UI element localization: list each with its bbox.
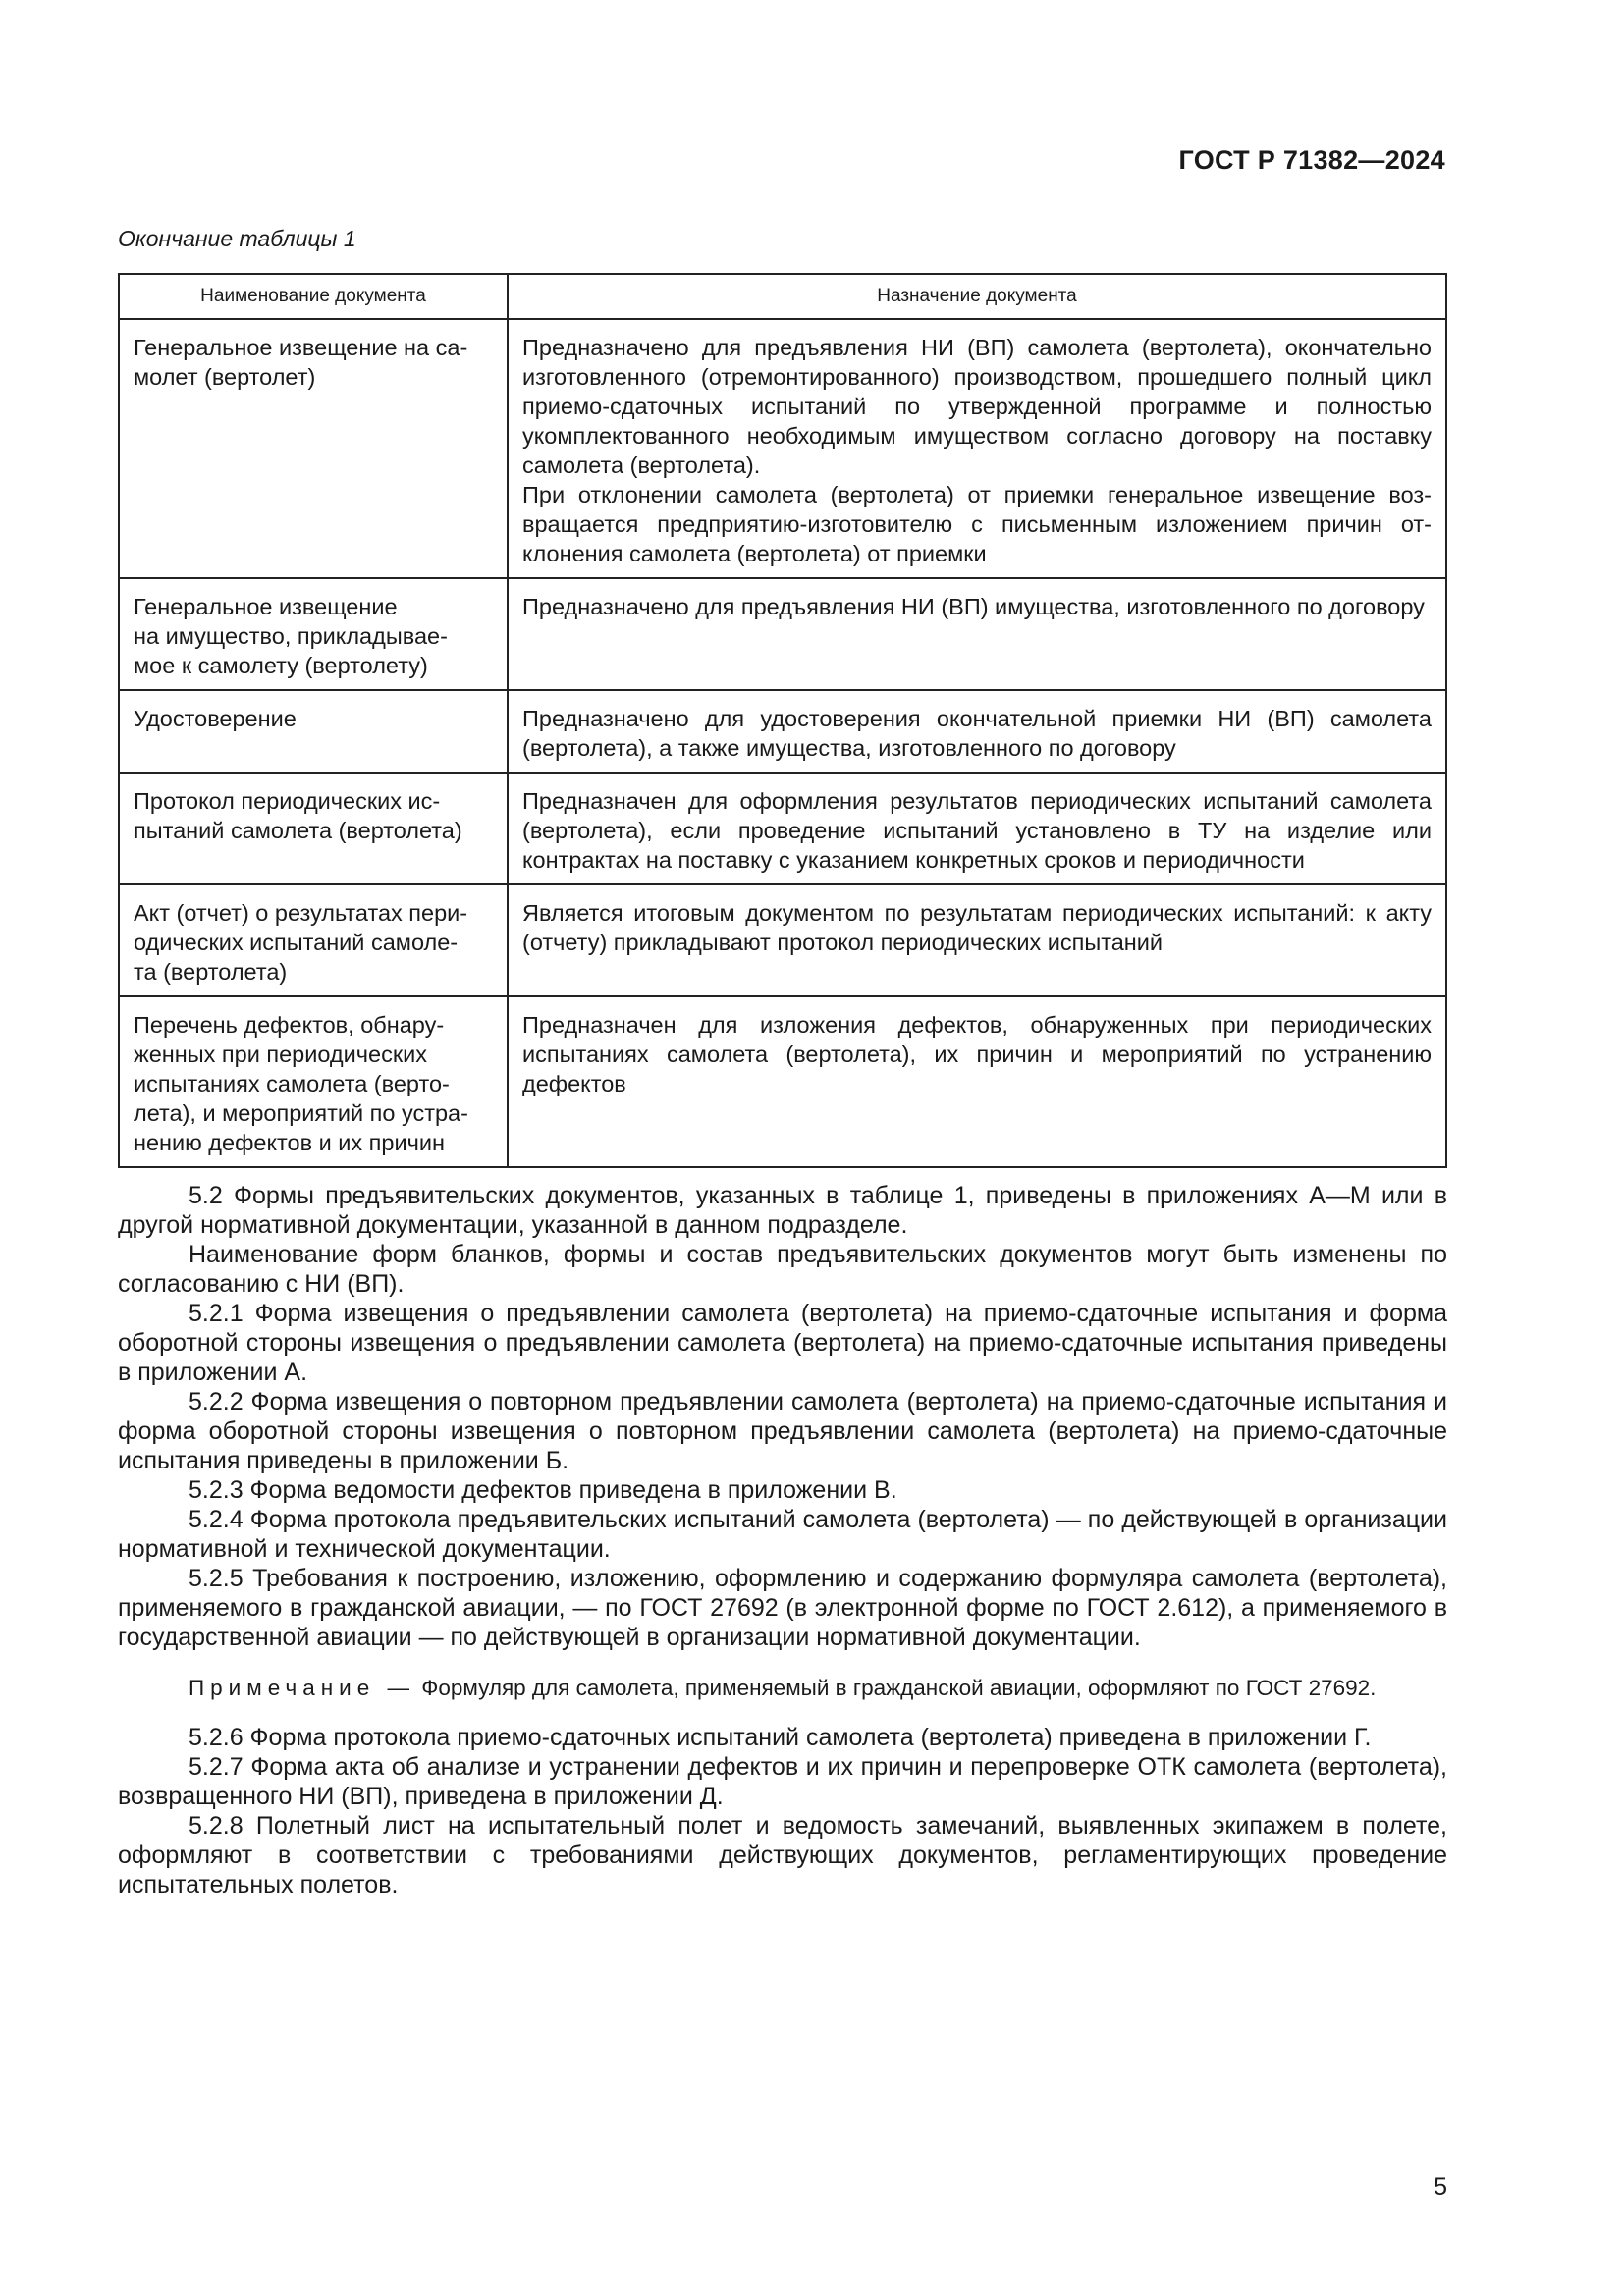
table-row — [119, 773, 1446, 884]
cell-document-name: Перечень дефектов, обнару- женных при периодических испытаниях самолета (верто- лета), и мероприятий по устра- нению дефектов и их причин — [119, 996, 508, 1167]
document-code: ГОСТ Р 71382—2024 — [1178, 145, 1445, 175]
cell-document-name: Генеральное извещение на имущество, прикладывае- мое к самолету (вертолету) — [119, 578, 508, 690]
purpose-paragraph: При отклонении самолета (вертолета) от приемки генеральное извещение возвращается предприятию-изготовителю с письменным изложением причин отклонения самолета (вертолета) от приемки — [522, 482, 1432, 566]
cell-document-purpose — [508, 319, 1446, 578]
paragraph-5-2-4: 5.2.4 Форма протокола предъявительских испытаний самолета (вертолета) — по действующей в организации нормативной и технической документации. — [118, 1506, 1447, 1563]
purpose-paragraph: Предназначено для предъявления НИ (ВП) самолета (вертолета), окончательно изготовленного (отремонтированного) производством, прошедшего полный цикл приемо-сдаточных испытаний по утвержденной программе и полностью укомплектованного необходимым имуществом согласно договору на поставку самолета (вертолета). — [522, 335, 1432, 478]
table-row — [119, 996, 1446, 1167]
table-row — [119, 319, 1446, 578]
paragraph-5-2-1: 5.2.1 Форма извещения о предъявлении самолета (вертолета) на приемо-сдаточные испытания и форма оборотной стороны извещения о предъявлении самолета (вертолета) на приемо-сдаточные испытания приведены в приложении А. — [118, 1300, 1447, 1386]
table-row — [119, 884, 1446, 996]
paragraph-5-2-8: 5.2.8 Полетный лист на испытательный полет и ведомость замечаний, выявленных экипажем в полете, оформляют в соответствии с требованиями действующих документов, регламентирующих проведение испытательных полетов. — [118, 1812, 1447, 1898]
table-row — [119, 690, 1446, 773]
paragraph-5-2: 5.2 Формы предъявительских документов, указанных в таблице 1, приведены в приложениях А—М или в другой нормативной документации, указанной в данном подразделе. — [118, 1182, 1447, 1239]
note — [118, 1674, 1447, 1703]
cell-document-purpose: Предназначено для удостоверения окончательной приемки НИ (ВП) самолета (вертолета), а также имущества, изготовленного по договору — [508, 690, 1446, 773]
cell-document-purpose: Предназначено для предъявления НИ (ВП) имущества, изготовленного по договору — [508, 578, 1446, 690]
body-text — [118, 1181, 1447, 1899]
cell-document-name: Удостоверение — [119, 690, 508, 773]
note-text: Формуляр для самолета, применяемый в гражданской авиации, оформляют по ГОСТ 27692. — [414, 1676, 1377, 1700]
paragraph: Наименование форм бланков, формы и состав предъявительских документов могут быть изменены по согласованию с НИ (ВП). — [118, 1241, 1447, 1298]
cell-document-name: Генеральное извещение на са- молет (вертолет) — [119, 319, 508, 578]
paragraph-5-2-3: 5.2.3 Форма ведомости дефектов приведена в приложении В. — [189, 1476, 897, 1504]
paragraph-5-2-6: 5.2.6 Форма протокола приемо-сдаточных испытаний самолета (вертолета) приведена в приложении Г. — [189, 1724, 1372, 1751]
cell-document-name: Протокол периодических ис- пытаний самолета (вертолета) — [119, 773, 508, 884]
cell-document-purpose: Является итоговым документом по результатам периодических испытаний: к акту (отчету) прикладывают протокол периодических испытаний — [508, 884, 1446, 996]
paragraph-5-2-7: 5.2.7 Форма акта об анализе и устранении дефектов и их причин и перепроверке ОТК самолета (вертолета), возвращенного НИ (ВП), приведена в приложении Д. — [118, 1753, 1447, 1810]
documents-table — [118, 273, 1447, 1168]
column-header-name: Наименование документа — [119, 274, 508, 319]
table-header-row — [119, 274, 1446, 319]
page-number: 5 — [1434, 2173, 1447, 2201]
table-caption: Окончание таблицы 1 — [118, 226, 356, 251]
cell-document-purpose: Предназначен для оформления результатов периодических испытаний самолета (вертолета), если проведение испытаний установлено в ТУ на изделие или контрактах на поставку с указанием конкретных сроков и периодичности — [508, 773, 1446, 884]
note-label: Примечание — — [189, 1676, 415, 1700]
paragraph-5-2-2: 5.2.2 Форма извещения о повторном предъявлении самолета (вертолета) на приемо-сдаточные испытания и форма оборотной стороны извещения о повторном предъявлении самолета (вертолета) на приемо-сдаточные испытания приведены в приложении Б. — [118, 1388, 1447, 1474]
table-row — [119, 578, 1446, 690]
column-header-purpose: Назначение документа — [508, 274, 1446, 319]
cell-document-name: Акт (отчет) о результатах пери- одических испытаний самоле- та (вертолета) — [119, 884, 508, 996]
paragraph-5-2-5: 5.2.5 Требования к построению, изложению, оформлению и содержанию формуляра самолета (вертолета), применяемого в гражданской авиации, — по ГОСТ 27692 (в электронной форме по ГОСТ 2.612), а применяемого в государственной авиации — по действующей в организации нормативной документации. — [118, 1565, 1447, 1651]
cell-document-purpose: Предназначен для изложения дефектов, обнаруженных при периодических испытаниях самолета (вертолета), их причин и мероприятий по устранению дефектов — [508, 996, 1446, 1167]
